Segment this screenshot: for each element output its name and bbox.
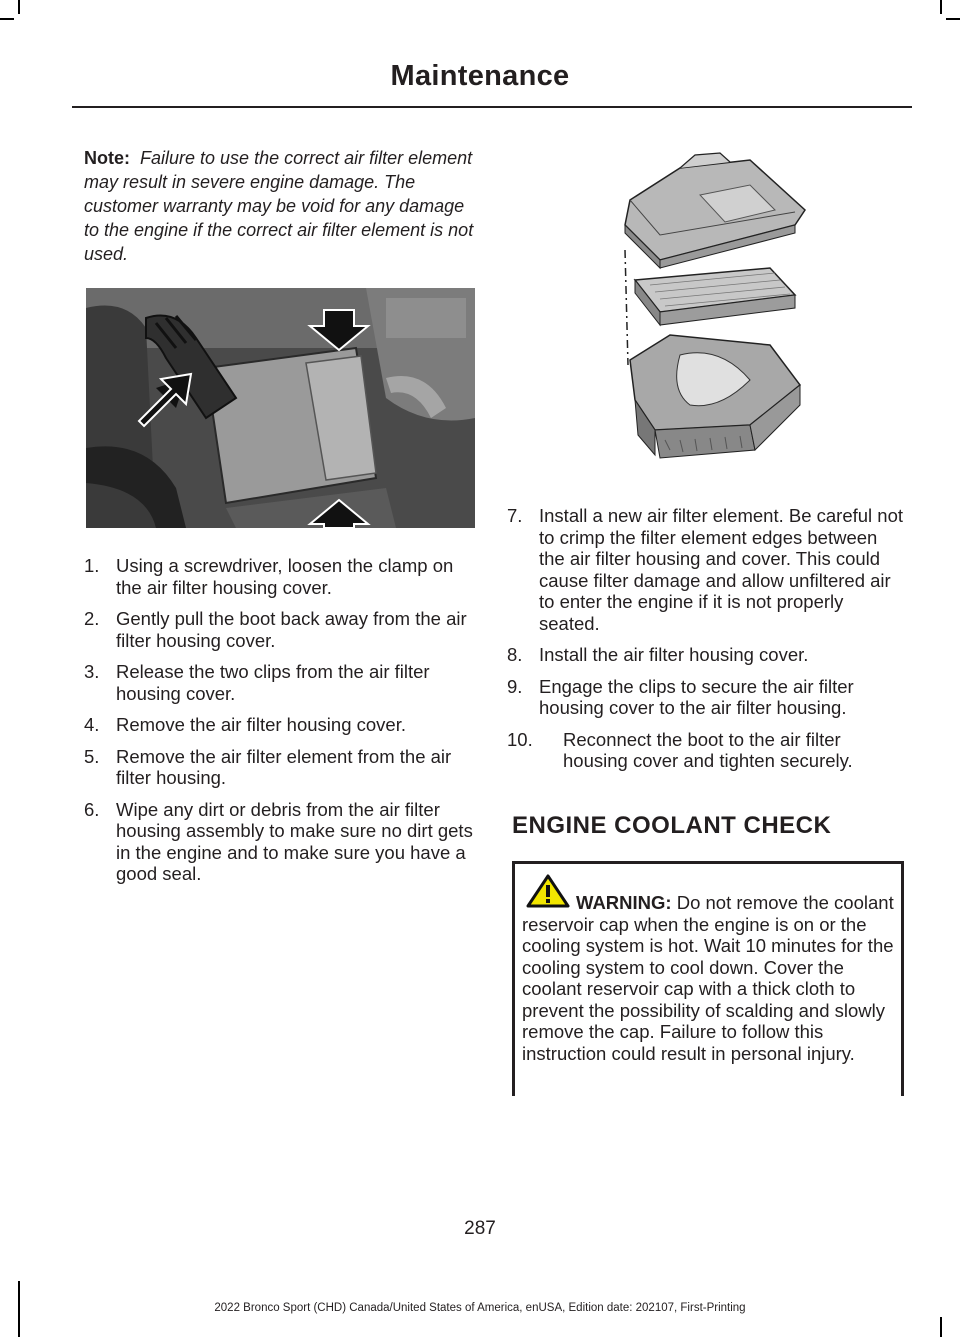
crop-mark [940,1317,942,1337]
step-text: Reconnect the boot to the air filter housing cover and tighten securely. [563,728,853,771]
step-number: 6. [84,798,100,820]
page-title: Maintenance [390,60,570,92]
page-number: 287 [464,1218,496,1239]
left-column [84,146,476,266]
step-text: Release the two clips from the air filter housing cover. [116,661,430,704]
list-item [84,608,476,651]
step-text: Using a screwdriver, loosen the clamp on the air filter housing cover. [116,555,454,598]
list-item [84,555,476,598]
list-item [507,505,907,634]
step-number: 4. [84,714,100,735]
step-number: 5. [84,745,100,767]
warning-border-left [512,864,515,1096]
list-item [507,676,907,719]
step-text: Remove the air filter element from the air filter housing. [116,745,452,788]
engine-bay-drawing [86,288,475,528]
left-steps [84,555,476,895]
crop-mark [946,18,960,20]
list-item [84,714,476,736]
step-number: 8. [507,644,523,665]
crop-mark [940,0,942,14]
air-filter-exploded-illustration [600,150,820,470]
note-label: Note: [84,148,130,168]
step-number: 10. [507,728,533,750]
engine-bay-illustration [86,288,475,528]
section-heading: ENGINE COOLANT CHECK [512,812,832,839]
air-filter-drawing [600,150,820,470]
steps-list-left [84,555,476,885]
warning-text-block [522,892,896,1064]
step-number: 9. [507,675,523,697]
step-text: Engage the clips to secure the air filter housing cover to the air filter housing. [539,675,854,718]
warning-label: WARNING: [576,892,672,913]
warning-border-right [901,864,904,1096]
step-text: Install the air filter housing cover. [539,644,809,665]
steps-list-right [507,505,907,772]
step-number: 7. [507,505,523,526]
step-number: 1. [84,555,100,576]
note-paragraph [84,146,476,266]
step-text: Wipe any dirt or debris from the air filter housing assembly to make sure no dirt gets in the engine and to make sure you have a good seal. [116,798,473,884]
step-text: Install a new air filter element. Be careful not to crimp the filter element edges between the air filter housing and cover. This could cause filter damage and allow unfiltered air to enter the engine if it is not properly seated. [539,505,904,634]
warning-box [512,861,904,1096]
list-item [84,746,476,789]
list-item [507,644,907,666]
step-text: Gently pull the boot back away from the air filter housing cover. [116,608,467,651]
warning-text: Do not remove the coolant reservoir cap when the engine is on or the cooling system is hot. Wait 10 minutes for the cooling system to cool down. Cover the coolant reservoir cap with a thick cloth to prevent the possibility of scalding and slowly remove the cap. Failure to follow this instruction could result in personal injury. [522,892,894,1064]
header-divider [72,106,912,108]
step-number: 3. [84,661,100,682]
list-item [84,661,476,704]
step-text: Remove the air filter housing cover. [116,714,406,735]
note-text: Failure to use the correct air filter element may result in severe engine damage. The customer warranty may be void for any damage to the engine if the correct air filter element is not used. [84,148,474,264]
right-steps [507,505,907,782]
list-item [84,799,476,885]
crop-mark [0,18,14,20]
page-footer: 2022 Bronco Sport (CHD) Canada/United States of America, enUSA, Edition date: 202107, First-Printing [214,1302,746,1314]
crop-mark [18,0,20,14]
step-number: 2. [84,608,100,629]
list-item [507,729,907,772]
